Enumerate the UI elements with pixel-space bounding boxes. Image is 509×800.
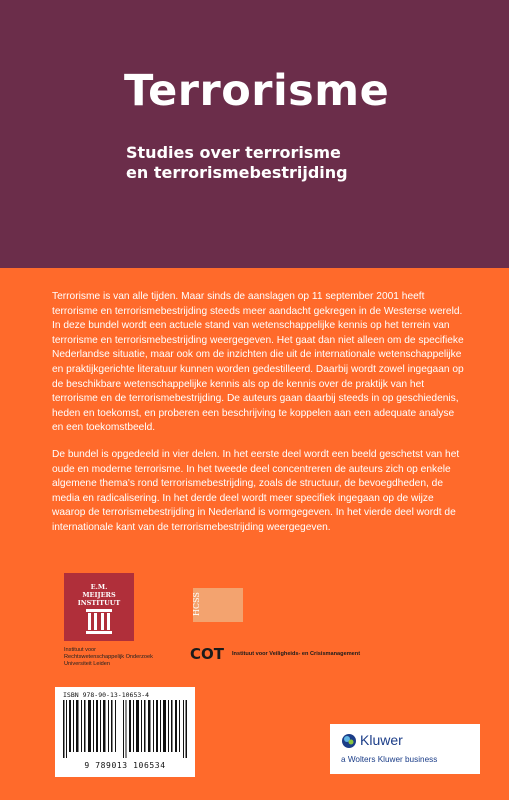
cot-logo: COT [190,645,224,663]
meijers-logo-text: INSTITUUT [77,599,121,607]
blurb-paragraph: Terrorisme is van alle tijden. Maar sinds de aanslagen op 11 september 2001 heeft terrorisme en terrorismebestrijding steeds meer aandacht gekregen in de Westerse wereld. In deze bundel wordt een actuele stand van wetenschappelijke kennis op het terrein van terrorisme en terrorismebestrijding weergegeven. Het gaat dan niet alleen om de specifieke Nederlandse situatie, maar ook om de inzichten die uit de internationale wetenschappelijke en praktijkgerichte literatuur kunnen worden gedestilleerd. Daarbij wordt zowel ingegaan op de beschikbare wetenschappelijke kennis als op de kennis over de praktijk van het terrorisme en de terrorismebestrijding. De auteurs gaan daarbij steeds in op geschiedenis, heden en toekomst, en proberen een beschrijving te koppelen aan een adequate analyse en een toekomstbeeld. [52,291,464,434]
cot-logo-text: Instituut voor Veiligheids- en Crisismanagement [232,651,361,657]
caption-line: Instituut voor [64,647,97,653]
subtitle-line: Studies over terrorisme [126,143,341,162]
subtitle-line: en terrorismebestrijding [126,163,348,182]
meijers-logo-text: MEIJERS [82,591,116,599]
barcode [55,687,195,777]
kluwer-logo [330,724,480,774]
book-subtitle [126,143,486,183]
top-band [0,0,509,268]
caption-line: Rechtswetenschappelijk Onderzoek [64,654,153,660]
hcss-logo-text: HCSS [192,592,201,616]
back-cover-blurb [52,290,467,548]
kluwer-globe-icon [341,733,357,749]
barcode-number: 9 789013 106534 [84,761,166,770]
meijers-institute-caption [64,647,174,668]
barcode-bars [63,700,187,758]
meijers-logo-text: E.M. [90,583,108,591]
publisher-name: Kluwer [360,732,403,748]
isbn-label: ISBN 978-90-13-10653-4 [63,691,150,699]
publisher-tagline: a Wolters Kluwer business [341,755,438,764]
caption-line: Universiteit Leiden [64,661,111,667]
book-title: Terrorisme [124,66,390,116]
column-icon [84,609,114,635]
blurb-paragraph: De bundel is opgedeeld in vier delen. In het eerste deel wordt een beeld geschetst van het oude en moderne terrorisme. In het tweede deel concentreren de auteurs zich op enkele algemene thema's rond terrorismebestrijding, zoals de structuur, de bevoegdheden, de media en radicalisering. In het derde deel wordt meer specifiek ingegaan op de wijze waarop de terrorismebestrijding in Nederland is vormgegeven. In het vierde deel wordt de internationale kant van de terrorismebestrijding weergegeven. [52,448,460,533]
meijers-institute-logo [64,573,134,641]
